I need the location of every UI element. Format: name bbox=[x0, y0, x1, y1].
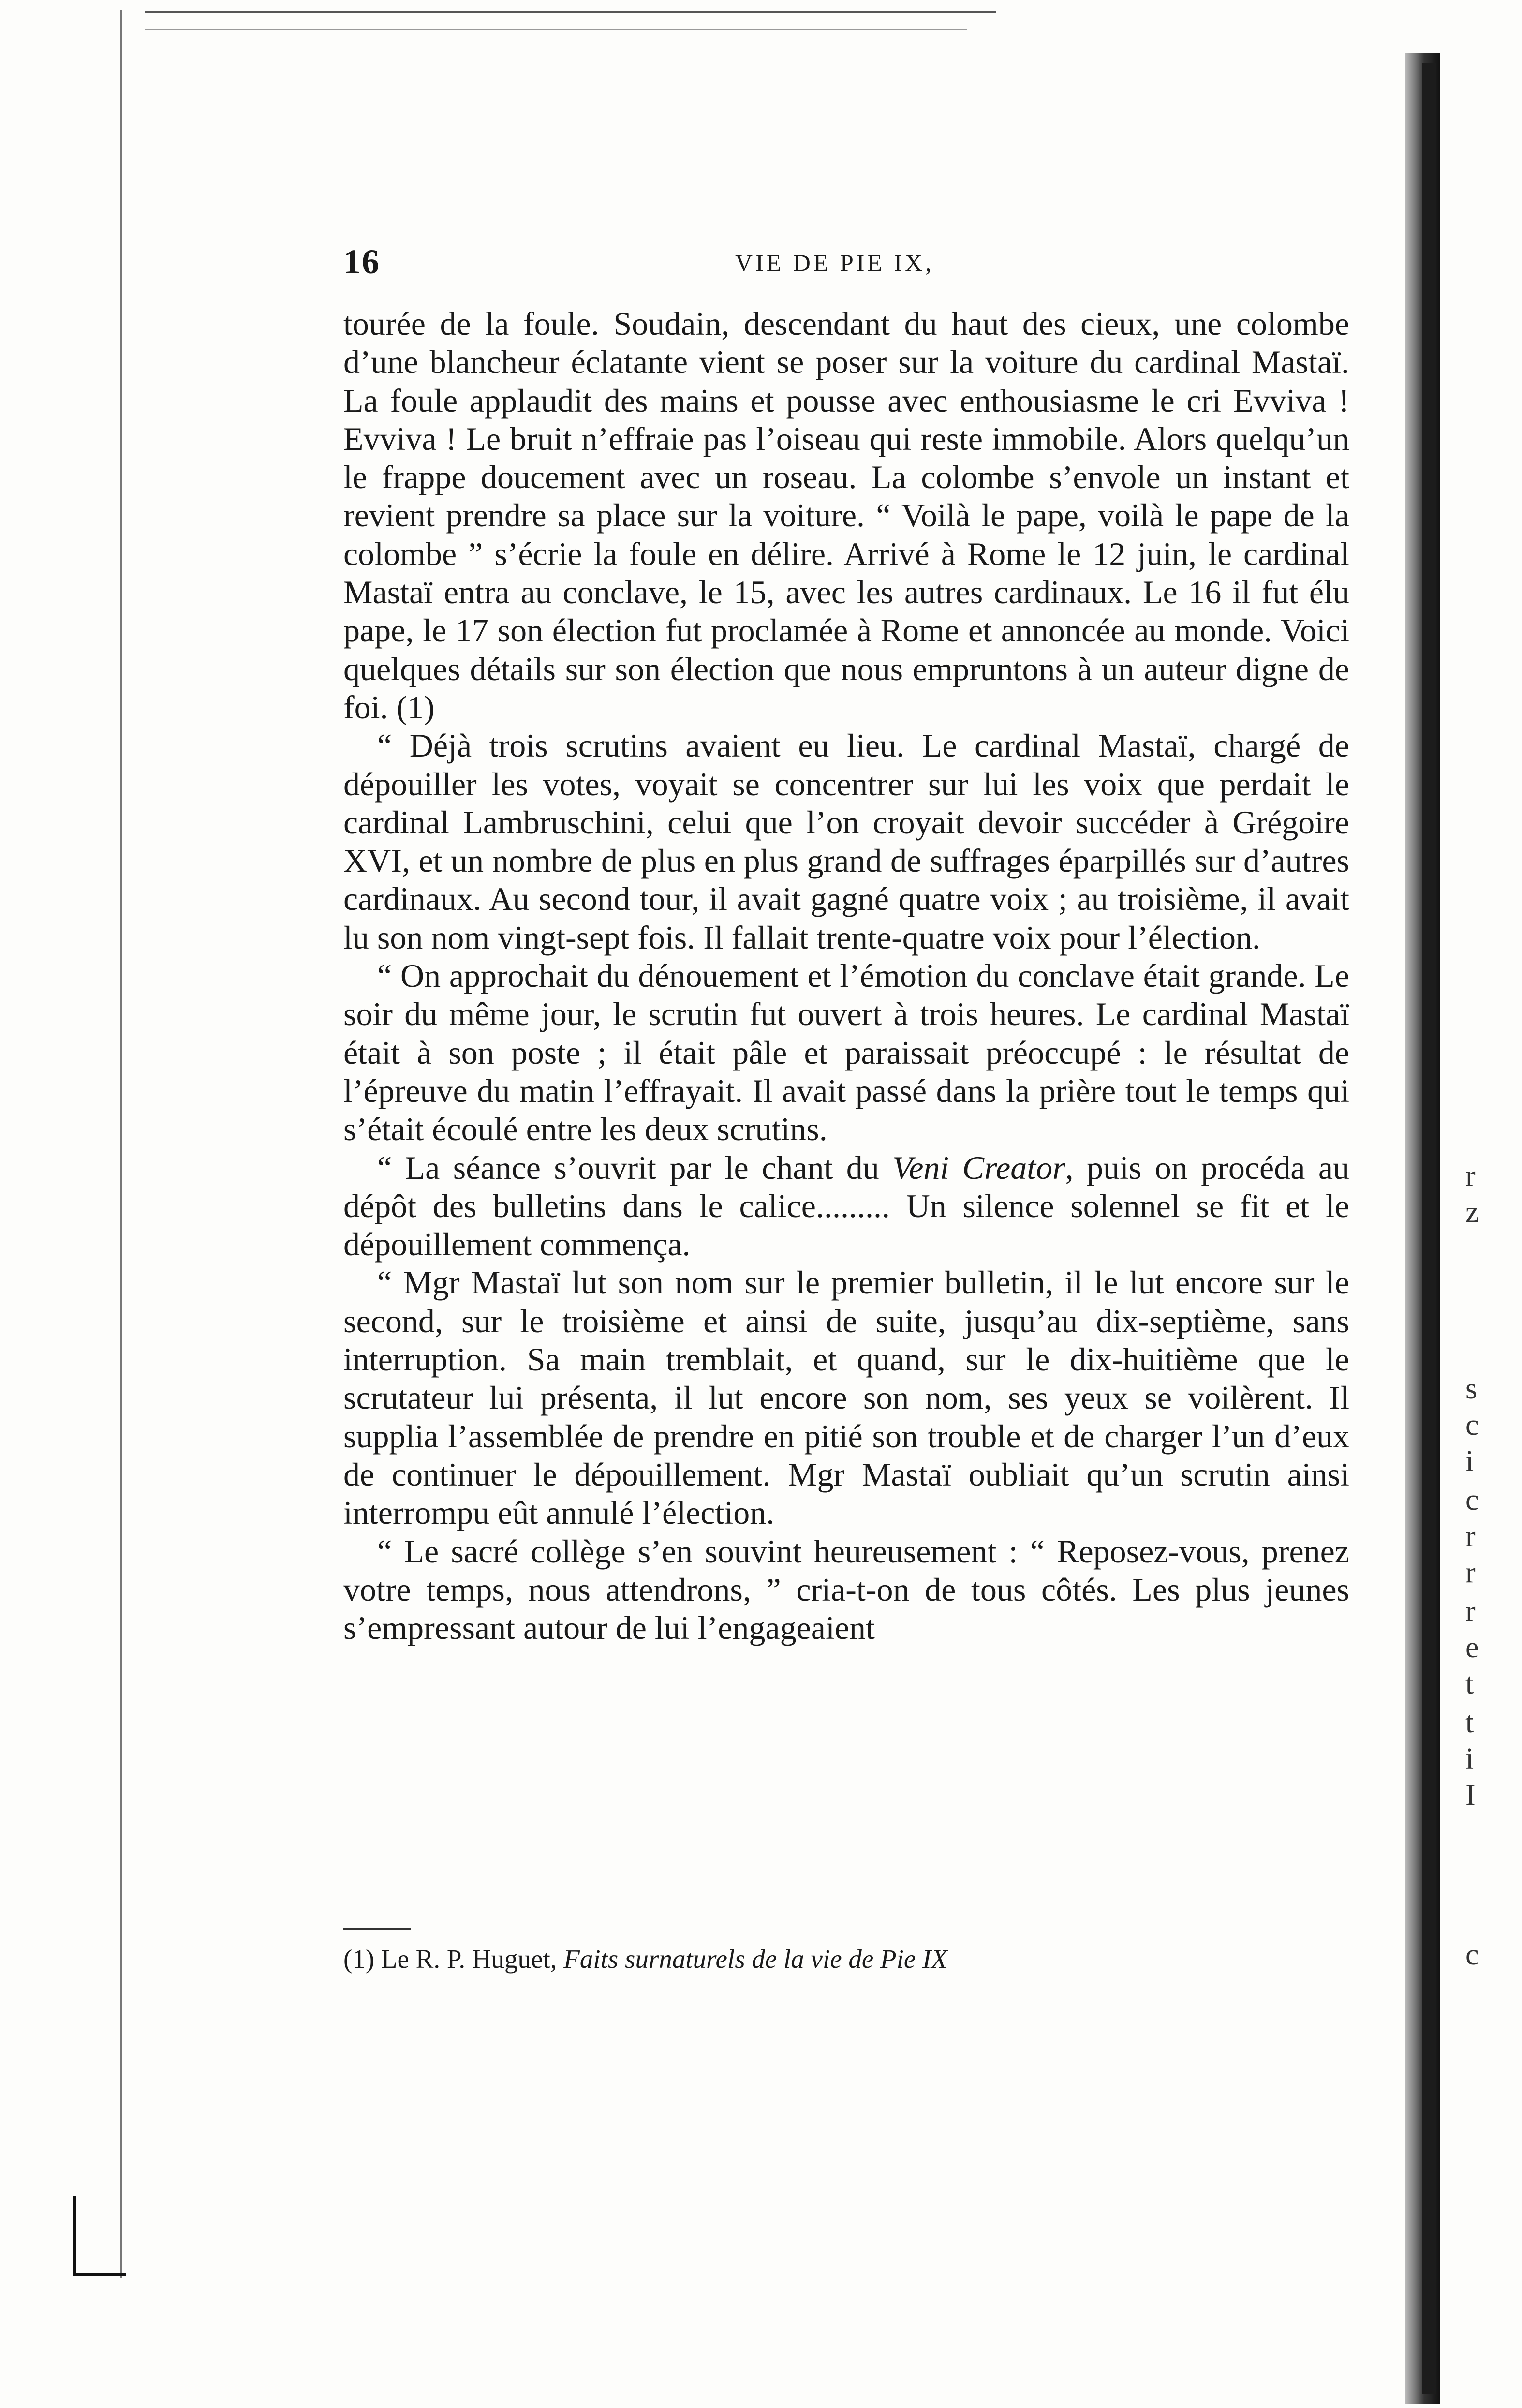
italic-term: Veni Creator bbox=[892, 1149, 1065, 1186]
footnote-source: Faits surnaturels de la vie de Pie IX bbox=[563, 1944, 948, 1974]
running-title: VIE DE PIE IX, bbox=[735, 249, 934, 276]
bleed-letter: r bbox=[1465, 1595, 1476, 1628]
paragraph: “ La séance s’ouvrit par le chant du Veni Creator, puis on procéda au dépôt des bulletins dans le calice......... Un silence solennel se fit et le dépouillement commença. bbox=[343, 1149, 1350, 1263]
footnote-marker: (1) Le R. P. Huguet, bbox=[343, 1944, 557, 1974]
bleed-letter: c bbox=[1465, 1409, 1479, 1442]
book-binding-edge bbox=[1422, 63, 1436, 2394]
paragraph: “ Mgr Mastaï lut son nom sur le premier bulletin, il le lut encore sur le second, sur le troisième et ainsi de suite, jusqu’au dix-septième, sans interruption. Sa main tremblait, et quand, sur le dix-huitième que le scrutateur lui présenta, il lut encore son nom, ses yeux se voilèrent. Il supplia l’assemblée de prendre en pitié son trouble et de charger l’un d’eux de continuer le dépouillement. Mgr Mastaï oubliait qu’un scrutin ainsi interrompu eût annulé l’élection. bbox=[343, 1264, 1349, 1531]
bleed-letter: t bbox=[1465, 1667, 1474, 1700]
bleed-letter: s bbox=[1465, 1372, 1478, 1405]
bleed-letter: r bbox=[1465, 1520, 1476, 1553]
footnote-rule bbox=[343, 1928, 411, 1930]
scan-edge-left bbox=[120, 10, 122, 2278]
bleed-letter: e bbox=[1465, 1631, 1479, 1664]
bleed-letter: t bbox=[1465, 1706, 1474, 1739]
bleed-letter: r bbox=[1465, 1556, 1476, 1589]
paragraph: “ On approchait du dénouement et l’émotion du conclave était grande. Le soir du même jour, le scrutin fut ouvert à trois heures. Le cardinal Mastaï était à son poste ; il était pâle et paraissait préoccupé : le résultat de l’épreuve du matin l’effrayait. Il avait passé dans la prière tout le temps qui s’était écoulé entre les deux scrutins. bbox=[343, 957, 1349, 1148]
bleed-letter: z bbox=[1465, 1196, 1479, 1229]
body-text bbox=[343, 305, 1349, 1647]
paragraph: “ Le sacré collège s’en souvint heureusement : “ Reposez-vous, prenez votre temps, nous attendrons, ” cria-t-on de tous côtés. Les plus jeunes s’empressant autour de lui l’engageaient bbox=[343, 1532, 1349, 1647]
scan-edge-top bbox=[145, 11, 996, 13]
running-header bbox=[343, 242, 1214, 285]
bleed-letter: I bbox=[1465, 1779, 1476, 1812]
bleed-letter: r bbox=[1465, 1159, 1476, 1192]
bleed-letter: c bbox=[1465, 1484, 1479, 1516]
scan-corner-vertical bbox=[73, 2196, 76, 2276]
paragraph: tourée de la foule. Soudain, descendant du haut des cieux, une colombe d’une blancheur éclatante vient se poser sur la voiture du cardinal Mastaï. La foule applaudit des mains et pousse avec enthousiasme le cri Evviva ! Evviva ! Le bruit n’effraie pas l’oiseau qui reste immobile. Alors quelqu’un le frappe doucement avec un roseau. La colombe s’envole un instant et revient prendre sa place sur la voiture. “ Voilà le pape, voilà le pape de la colombe ” s’écrie la foule en délire. Arrivé à Rome le 12 juin, le cardinal Mastaï entra au conclave, le 15, avec les autres cardinaux. Le 16 il fut élu pape, le 17 son élection fut proclamée à Rome et annoncée au monde. Voici quelques détails sur son élection que nous empruntons à un auteur digne de foi. (1) bbox=[343, 305, 1349, 726]
bleed-letter: c bbox=[1465, 1938, 1479, 1971]
bleed-letter: i bbox=[1465, 1742, 1474, 1775]
footnote bbox=[343, 1942, 1349, 1976]
bleed-letter: i bbox=[1465, 1445, 1474, 1478]
paragraph: “ Déjà trois scrutins avaient eu lieu. Le cardinal Mastaï, chargé de dépouiller les votes, voyait se concentrer sur lui les voix que perdait le cardinal Lambruschini, celui que l’on croyait devoir succéder à Grégoire XVI, et un nombre de plus en plus grand de suffrages éparpillés sur d’autres cardinaux. Au second tour, il avait gagné quatre voix ; au troisième, il avait lu son nom vingt-sept fois. Il fallait trente-quatre voix pour l’élection. bbox=[343, 727, 1349, 956]
scan-edge-top-faint bbox=[145, 29, 967, 30]
page-number: 16 bbox=[343, 242, 380, 281]
scan-corner-horizontal bbox=[73, 2273, 126, 2276]
